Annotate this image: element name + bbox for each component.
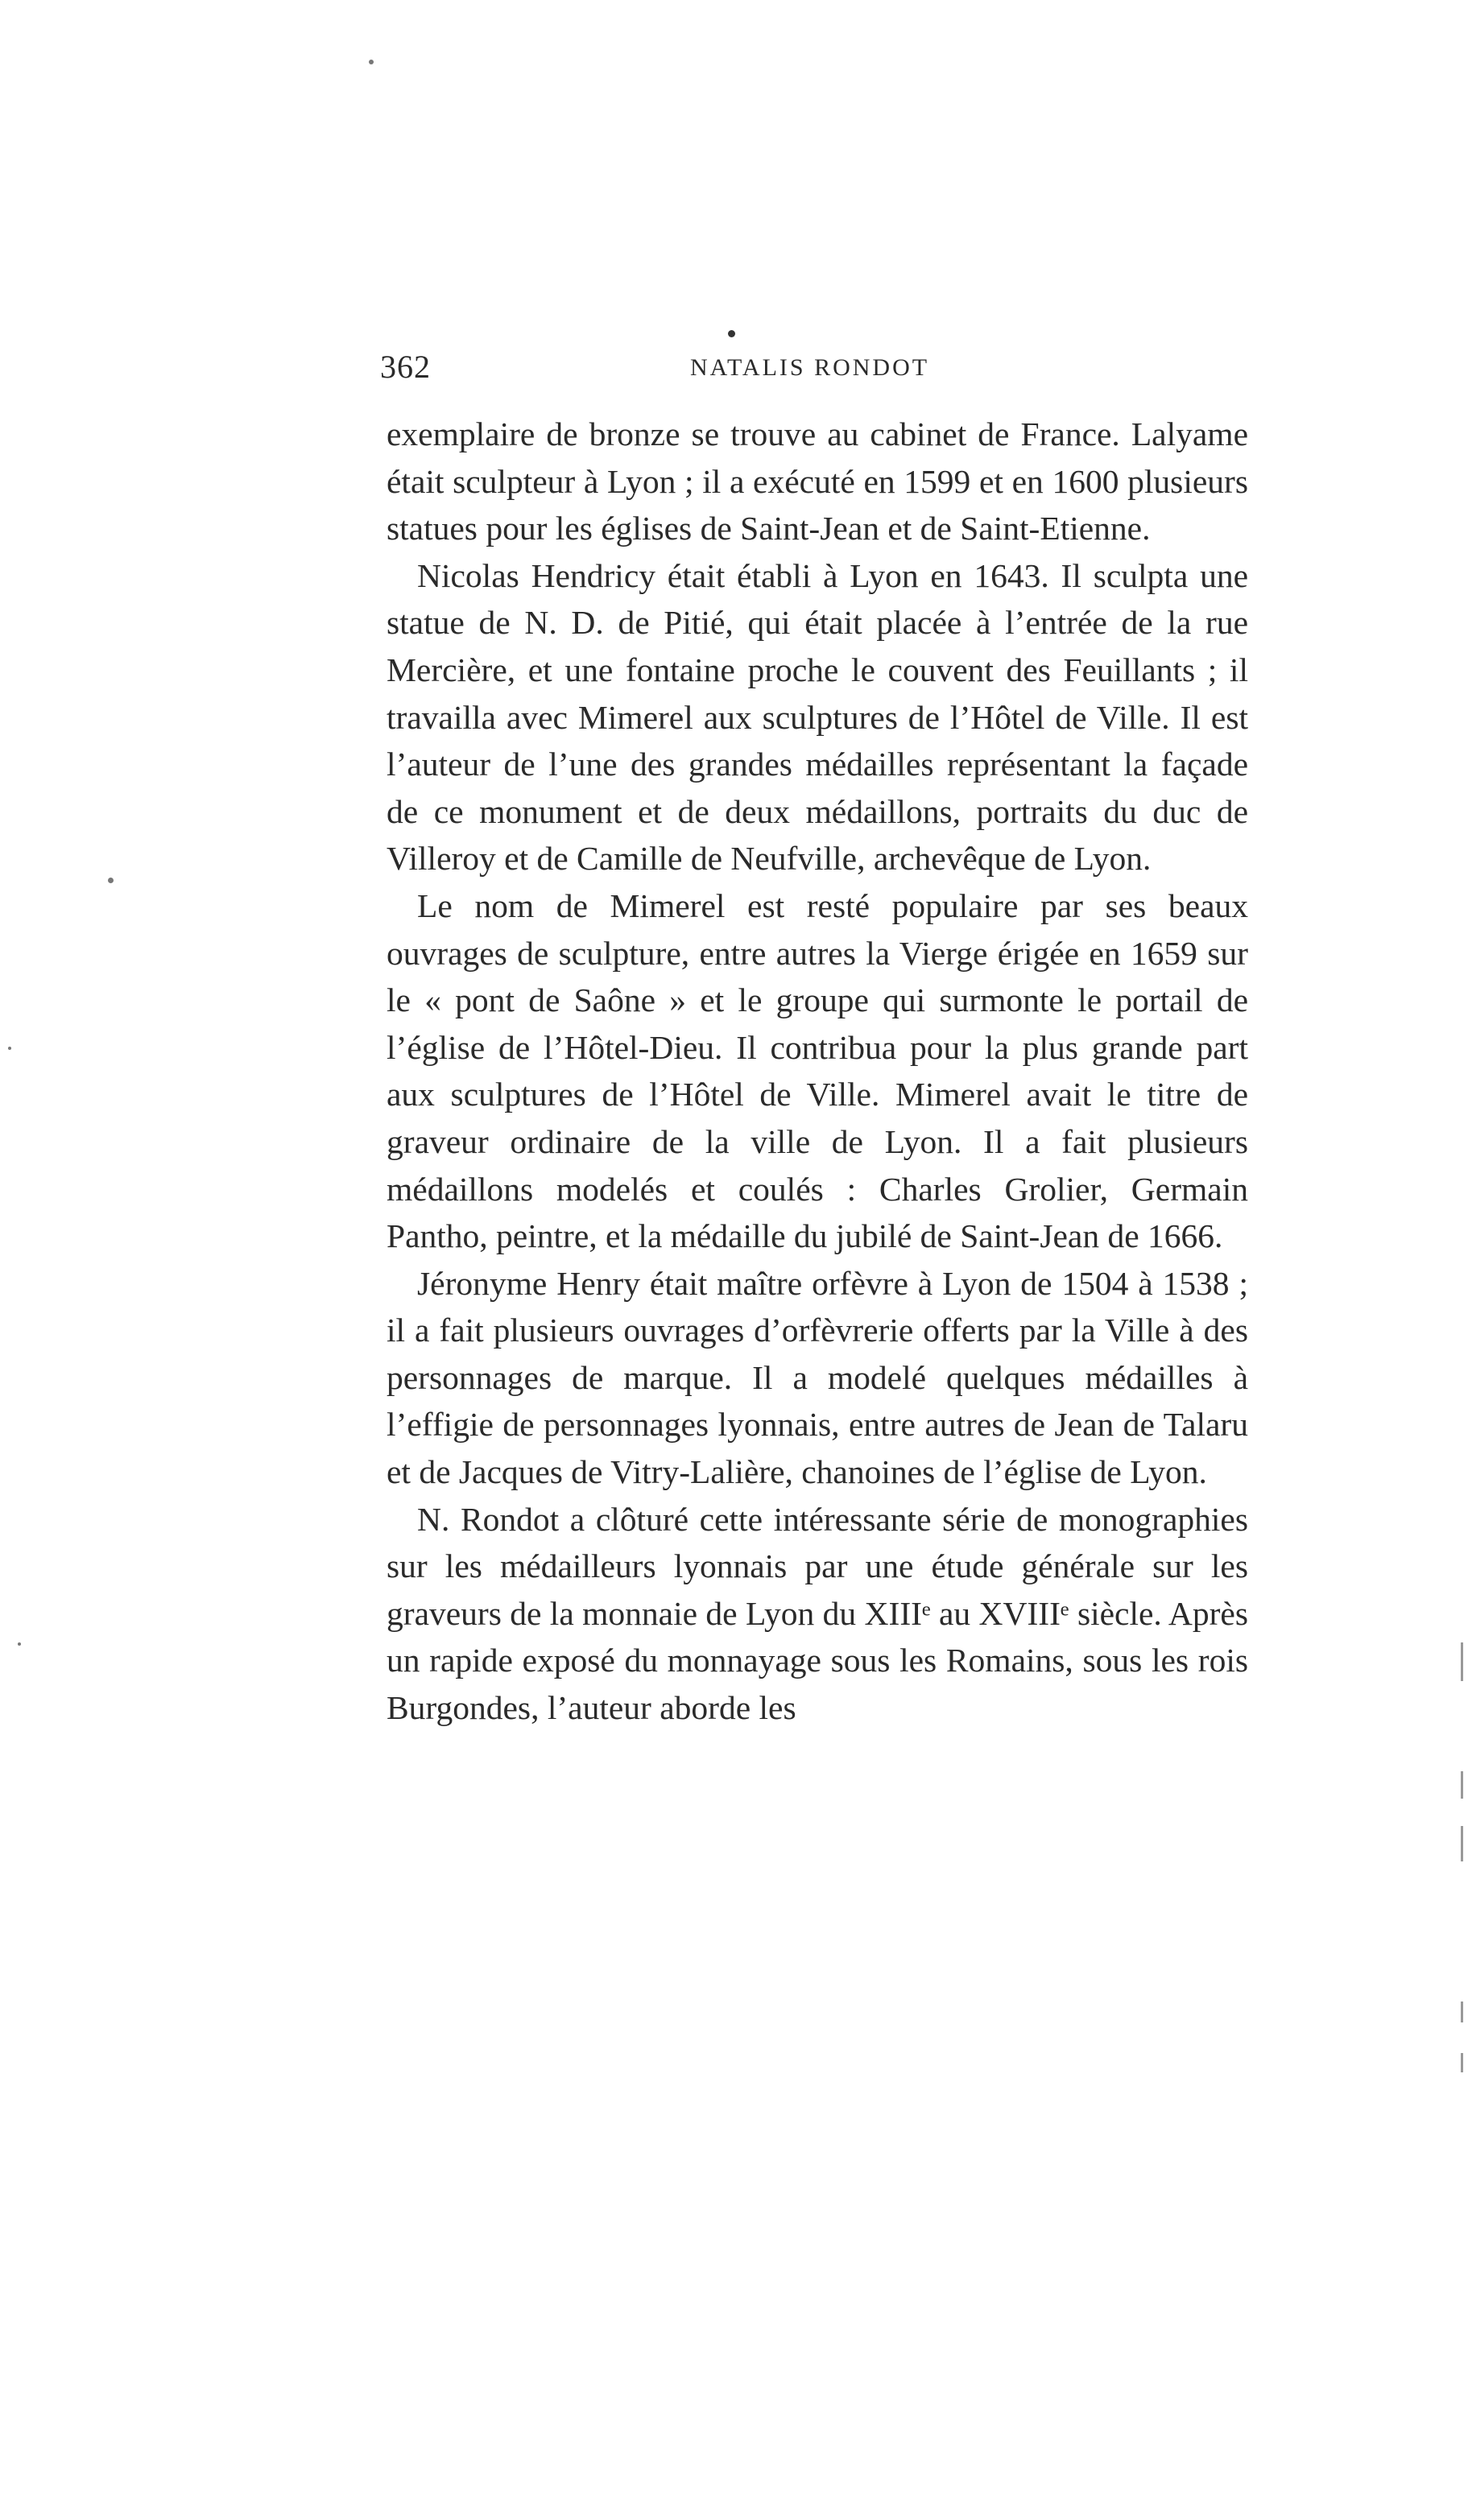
scan-edge-mark	[1461, 2053, 1463, 2072]
scan-edge-mark	[1461, 2002, 1463, 2022]
body-text	[387, 411, 1248, 1732]
paragraph-mimerel: Le nom de Mimerel est resté populaire par ses beaux ouvrages de sculpture, entre autres la Vierge érigée en 1659 sur le « pont de Saône » et le groupe qui surmonte le portail de l’église de l’Hôtel-Dieu. Il contribua pour la plus grande part aux sculptures de l’Hôtel de Ville. Mimerel avait le titre de graveur ordinaire de la ville de Lyon. Il a fait plusieurs médaillons modelés et coulés : Charles Grolier, Germain Pantho, peintre, et la médaille du jubilé de Saint-Jean de 1666.	[387, 886, 1248, 1255]
running-title: NATALIS RONDOT	[690, 354, 930, 381]
scan-edge-mark	[1461, 1642, 1463, 1681]
scan-speck	[8, 1047, 11, 1050]
paragraph-continuation: exemplaire de bronze se trouve au cabinet de France. Lalyame était sculpteur à Lyon ; il a exécuté en 1599 et en 1600 plusieurs statues pour les églises de Saint-Jean et de Saint-Etienne.	[387, 415, 1248, 547]
page-number: 362	[380, 349, 431, 385]
header-ornament-dot	[728, 330, 735, 337]
scan-speck	[108, 878, 114, 883]
scan-edge-mark	[1461, 1771, 1463, 1799]
page-header	[380, 348, 1266, 396]
paragraph-henry: Jéronyme Henry était maître orfèvre à Lyon de 1504 à 1538 ; il a fait plusieurs ouvrages d’orfèvrerie offerts par la Ville à des personnages de marque. Il a modelé quelques médailles à l’effigie de personnages lyonnais, entre autres de Jean de Talaru et de Jacques de Vitry-Lalière, chanoines de l’église de Lyon.	[387, 1264, 1248, 1491]
paragraph-rondot: N. Rondot a clôturé cette intéressante série de monographies sur les médailleurs lyonnais par une étude générale sur les graveurs de la monnaie de Lyon du XIIIᵉ au XVIIIᵉ siècle. Après un rapide exposé du monnayage sous les Romains, sous les rois Burgondes, l’auteur aborde les	[387, 1500, 1248, 1727]
scan-speck	[369, 60, 374, 64]
scan-edge-mark	[1461, 1826, 1463, 1861]
scan-speck	[18, 1642, 21, 1646]
paragraph-hendricy: Nicolas Hendricy était établi à Lyon en 1643. Il sculpta une statue de N. D. de Pitié, qui était placée à l’entrée de la rue Mercière, et une fontaine proche le couvent des Feuillants ; il travailla avec Mimerel aux sculptures de l’Hôtel de Ville. Il est l’auteur de l’une des grandes médailles représentant la façade de ce monument et de deux médaillons, portraits du duc de Villeroy et de Camille de Neufville, archevêque de Lyon.	[387, 556, 1248, 878]
